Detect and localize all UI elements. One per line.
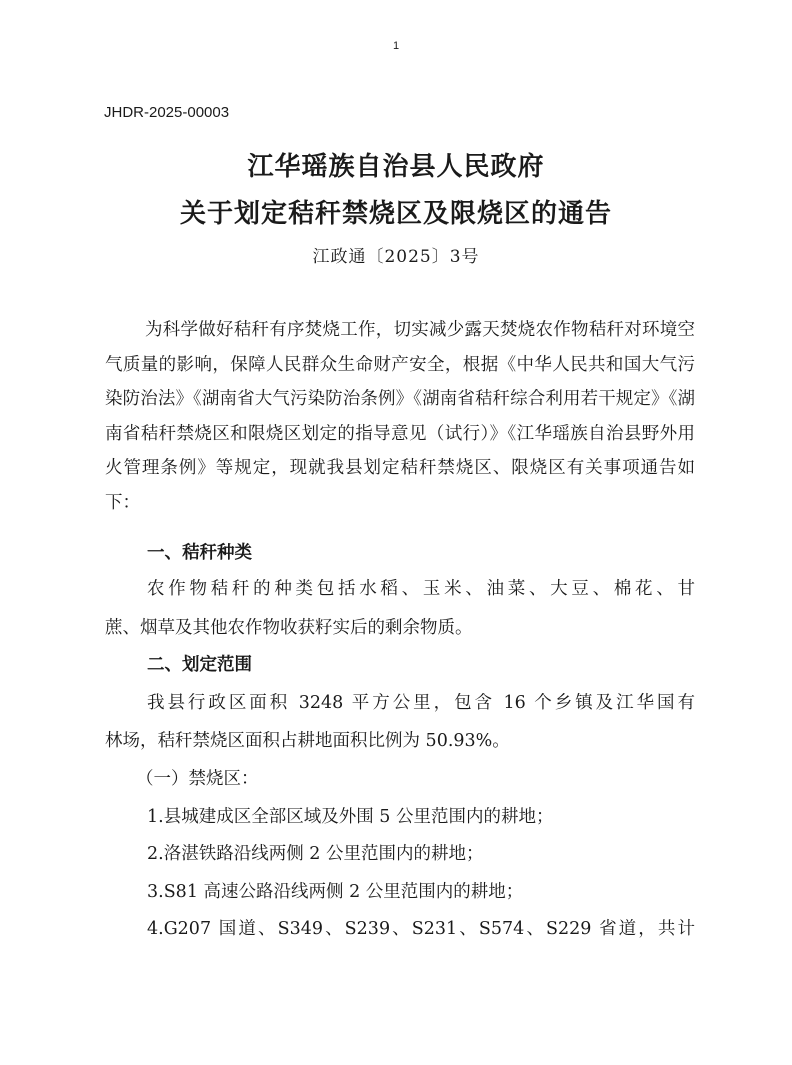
page-number: 1 xyxy=(392,40,400,52)
section1-line1: 农作物秸秆的种类包括水稻、玉米、油菜、大豆、棉花、甘 xyxy=(147,579,695,599)
list-item-2: 2.洛湛铁路沿线两侧 2 公里范围内的耕地； xyxy=(147,844,484,864)
document-code: JHDR-2025-00003 xyxy=(104,104,230,121)
document-title-line2: 关于划定秸秆禁烧区及限烧区的通告 xyxy=(179,199,612,229)
list-item-4: 4.G207 国道、S349、S239、S231、S574、S229 省道，共计 xyxy=(147,919,695,939)
document-number: 江政通〔2025〕3号 xyxy=(312,247,480,267)
section2-line2: 林场，秸秆禁烧区面积占耕地面积比例为 50.93%。 xyxy=(105,731,510,751)
subsection1-heading: （一）禁烧区： xyxy=(136,769,259,789)
document-title-line1: 江华瑶族自治县人民政府 xyxy=(247,152,545,182)
list-item-1: 1.县城建成区全部区域及外围 5 公里范围内的耕地； xyxy=(147,807,554,827)
section2-line1: 我县行政区面积 3248 平方公里，包含 16 个乡镇及江华国有 xyxy=(147,693,695,713)
section1-line2: 蔗、烟草及其他农作物收获籽实后的剩余物质。 xyxy=(105,618,473,638)
section1-heading: 一、秸秆种类 xyxy=(147,543,252,563)
section2-heading: 二、划定范围 xyxy=(147,655,252,675)
intro-paragraph: 为科学做好秸秆有序焚烧工作，切实减少露天焚烧农作物秸秆对环境空气质量的影响，保障人民群众生命财产安全，根据《中华人民共和国大气污染防治法》《湖南省大气污染防治条例》《湖南省秸秆综合利用若干规定》《湖南省秸秆禁烧区和限烧区划定的指导意见（试行）》《江华瑶族自治县野外用火管理条例》等规定，现就我县划定秸秆禁烧区、限烧区有关事项通告如下： xyxy=(105,320,695,513)
list-item-3: 3.S81 高速公路沿线两侧 2 公里范围内的耕地； xyxy=(147,882,524,902)
